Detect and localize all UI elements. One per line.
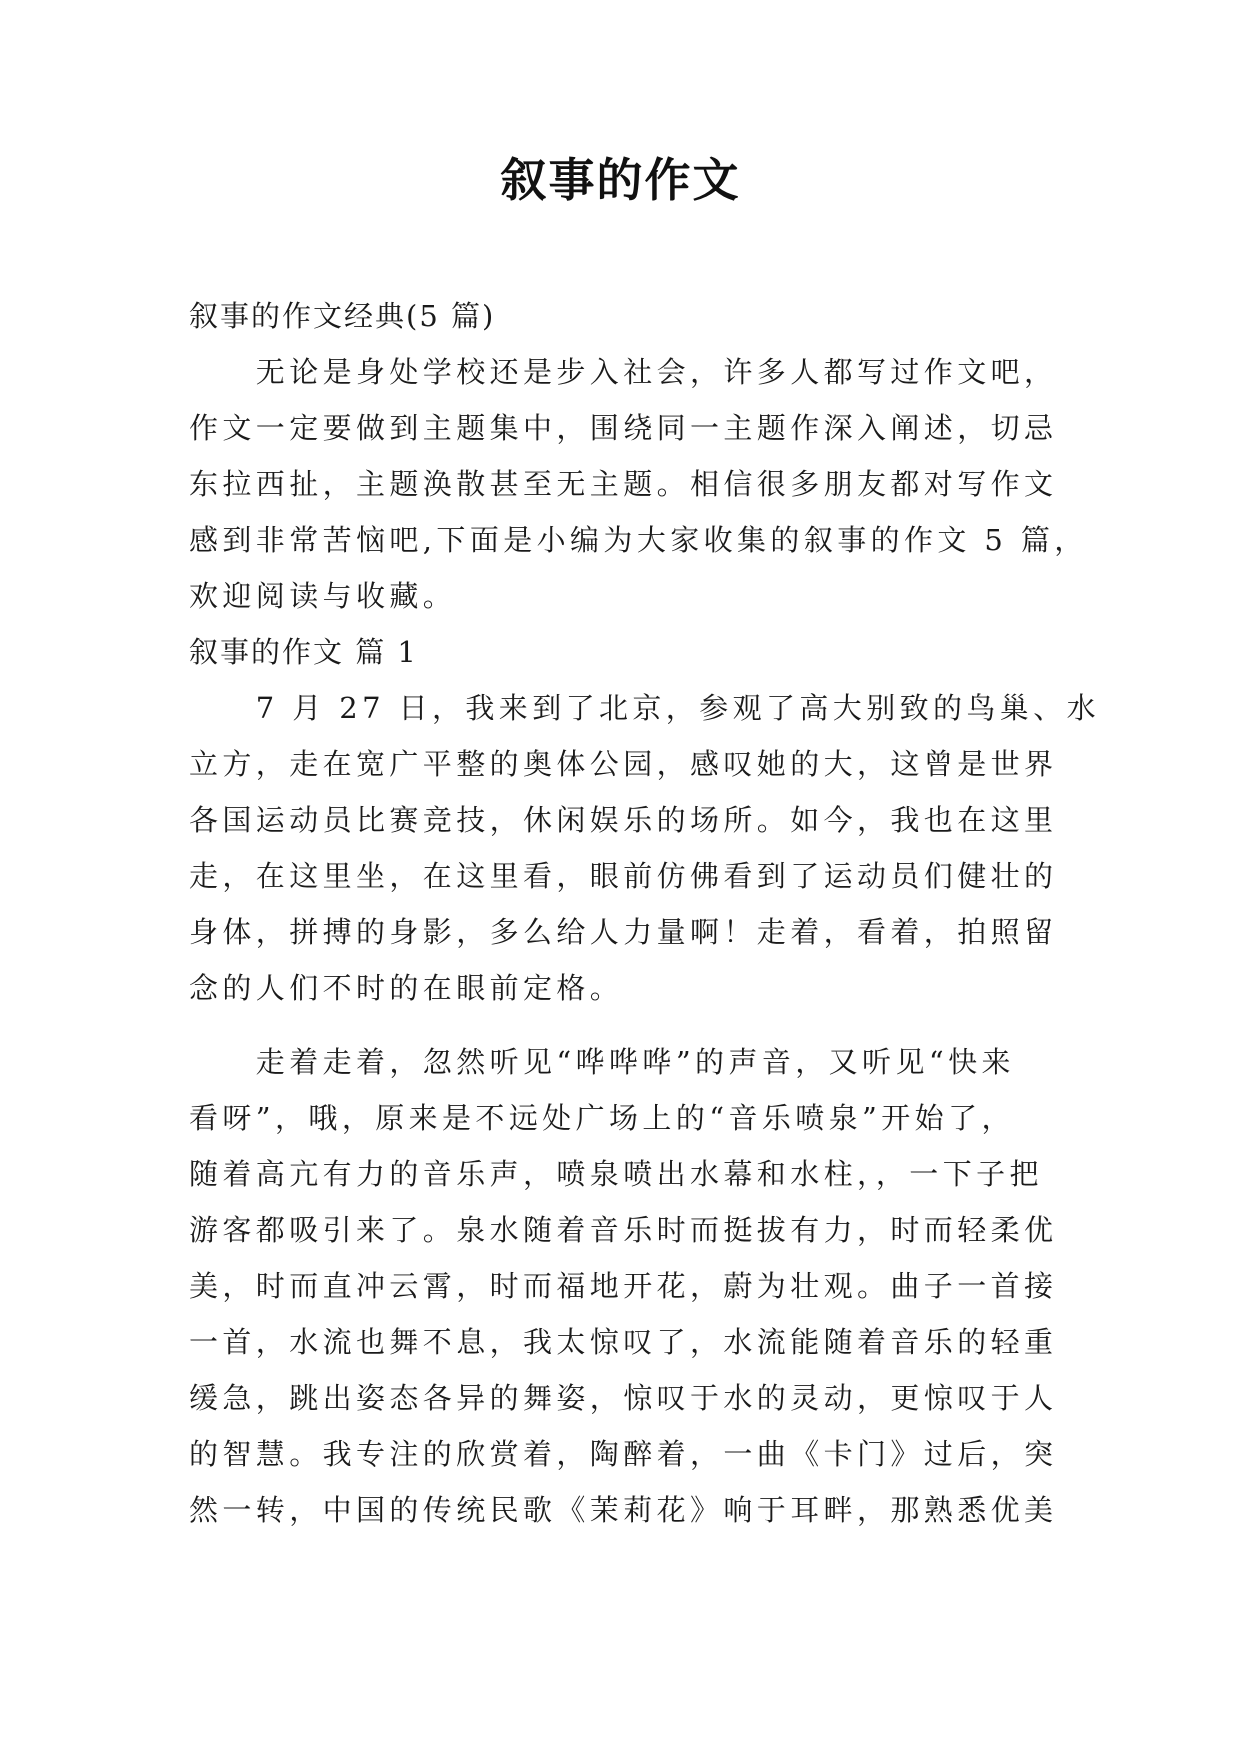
paragraph-line: 走，在这里坐，在这里看，眼前仿佛看到了运动员们健壮的 [189,859,1058,893]
paragraph-gap [189,1016,1069,1034]
paragraph-line: 然一转，中国的传统民歌《茉莉花》响于耳畔，那熟悉优美 [189,1493,1058,1527]
paragraph-1 [189,680,1101,1016]
paragraph-line: 看呀”，哦，原来是不远处广场上的“音乐喷泉”开始了， [189,1101,1015,1135]
paragraph-line: 游客都吸引来了。泉水随着音乐时而挺拔有力，时而轻柔优 [189,1213,1058,1247]
intro-line: 无论是身处学校还是步入社会，许多人都写过作文吧， [189,355,1058,389]
intro-line: 东拉西扯，主题涣散甚至无主题。相信很多朋友都对写作文 [189,467,1058,501]
document-title: 叙事的作文 [500,153,741,207]
paragraph-line: 念的人们不时的在眼前定格。 [189,971,624,1005]
document-subtitle: 叙事的作文经典(5 篇) [189,299,496,333]
intro-paragraph [189,344,1088,624]
intro-line: 感到非常苦恼吧,下面是小编为大家收集的叙事的作文 5 篇， [189,523,1088,557]
paragraph-line: 随着高亢有力的音乐声，喷泉喷出水幕和水柱，，一下子把 [189,1157,1043,1191]
paragraph-line: 7 月 27 日，我来到了北京，参观了高大别致的鸟巢、水 [189,691,1101,725]
paragraph-line: 美，时而直冲云霄，时而福地开花，蔚为壮观。曲子一首接 [189,1269,1058,1303]
paragraph-line: 身体，拼搏的身影，多么给人力量啊！走着，看着，拍照留 [189,915,1058,949]
intro-line: 作文一定要做到主题集中，围绕同一主题作深入阐述，切忌 [189,411,1058,445]
paragraph-line: 走着走着，忽然听见“哗哗哗”的声音，又听见“快来 [189,1045,1015,1079]
paragraph-line: 立方，走在宽广平整的奥体公园，感叹她的大，这曾是世界 [189,747,1058,781]
paragraph-line: 一首，水流也舞不息，我太惊叹了，水流能随着音乐的轻重 [189,1325,1058,1359]
paragraph-line: 各国运动员比赛竞技，休闲娱乐的场所。如今，我也在这里 [189,803,1058,837]
section-heading: 叙事的作文 篇 1 [189,635,418,669]
paragraph-line: 的智慧。我专注的欣赏着，陶醉着，一曲《卡门》过后，突 [189,1437,1058,1471]
intro-line: 欢迎阅读与收藏。 [189,579,457,613]
paragraph-2 [189,1034,1069,1538]
document-body [189,288,1101,1538]
paragraph-line: 缓急，跳出姿态各异的舞姿，惊叹于水的灵动，更惊叹于人 [189,1381,1058,1415]
